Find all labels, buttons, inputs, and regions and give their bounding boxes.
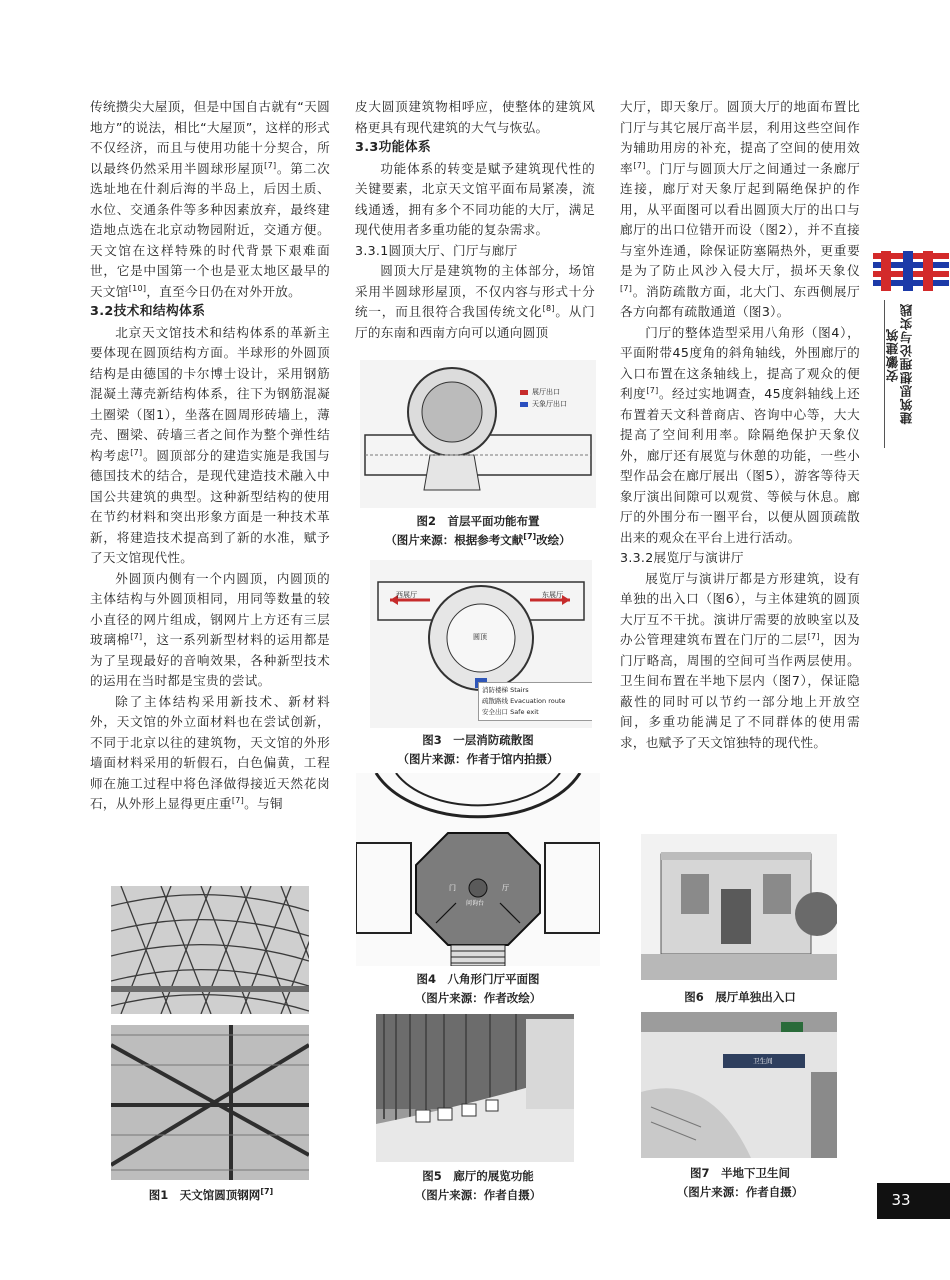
semi-basement-restroom-photo bbox=[641, 1012, 837, 1158]
text-column-left bbox=[90, 97, 330, 815]
paragraph: 功能体系的转变是赋予建筑现代性的关键要素，北京天文馆平面布局紧凑，流线通透，拥有多个不同功能的大厅，满足现代使用者多重功能的复杂需求。 bbox=[355, 160, 595, 237]
figure-2-title: 图2 首层平面功能布置 bbox=[416, 514, 540, 528]
steel-mesh-photo bbox=[111, 886, 309, 1014]
figure-3-title: 图3 一层消防疏散图 bbox=[422, 733, 534, 747]
page-number: 33 bbox=[891, 1191, 911, 1209]
figure-3-source: （图片来源：作者于馆内拍摄） bbox=[397, 752, 559, 766]
side-title-line1: 建筑思想理论与实践 bbox=[899, 303, 914, 425]
figure-3-evacuation-plan bbox=[370, 560, 592, 728]
fig4-label-left: 门 bbox=[449, 884, 456, 892]
fig4-label-right: 厅 bbox=[502, 884, 509, 892]
text-column-middle bbox=[355, 97, 595, 343]
figure-2-caption bbox=[358, 512, 598, 550]
figure-7-source: （图片来源：作者自摄） bbox=[676, 1185, 804, 1199]
corridor-exhibition-photo bbox=[376, 1014, 574, 1162]
page-number-tab bbox=[877, 1183, 950, 1219]
subsection-heading: 3.3.2展览厅与演讲厅 bbox=[620, 550, 744, 565]
figure-1-caption: 图1 天文馆圆顶钢网[7] bbox=[148, 1187, 274, 1202]
paragraph: 圆顶大厅是建筑物的主体部分，场馆采用半圆球形屋顶，不仅内容与形式十分统一，而且很符合我国传统文化[8]。从门厅的东南和西南方向可以通向圆顶 bbox=[355, 263, 596, 340]
fig3-label-hall: 圆顶 bbox=[473, 633, 487, 641]
figure-7-restroom-photo bbox=[641, 1012, 837, 1158]
floor-plan-drawing bbox=[360, 360, 596, 508]
side-rule bbox=[884, 300, 885, 448]
octagon-hall-drawing bbox=[356, 773, 600, 966]
figure-4-octagon-plan bbox=[356, 773, 600, 966]
journal-logo bbox=[873, 253, 949, 291]
figure-5-source: （图片来源：作者自摄） bbox=[414, 1188, 542, 1202]
text-column-right bbox=[620, 97, 860, 753]
figure-5-caption bbox=[358, 1167, 598, 1205]
paragraph: 除了主体结构采用新技术、新材料外，天文馆的外立面材料也在尝试创新，不同于北京以往的建筑物，天文馆的外形墙面材料采用的斩假石，白色偏黄，工程师在施工过程中将色泽做得接近天然花岗石，从外形上显得更庄重[7]。与铜 bbox=[90, 693, 330, 811]
section-side-title bbox=[885, 303, 930, 438]
paragraph: 门厅的整体造型采用八角形（图4），平面附带45度角的斜角轴线，外围廊厅的入口布置在这条轴线上，提高了观众的便利度[7]。经过实地调查，45度斜轴线上还布置着天文科普商店、咨询中心等，大大提高了空间利用率。除隔绝保护天象仪外，廊厅还有展览与休憩的功能，一些小型作品会在廊厅展出（图5），游客等待天象厅演出间隙可以观赏、等候与休息。廊厅的外围分布一圈平台，以便从圆顶疏散出来的观众在平台上进行活动。 bbox=[620, 324, 860, 545]
figure-3-caption bbox=[358, 731, 598, 769]
fig2-legend-2: 天象厅出口 bbox=[532, 400, 567, 408]
section-heading: 3.3功能体系 bbox=[355, 140, 431, 155]
fig3-label-east: 东展厅 bbox=[542, 591, 563, 599]
steel-mesh-closeup-photo bbox=[111, 1025, 309, 1180]
figure-5-title: 图5 廊厅的展览功能 bbox=[422, 1169, 534, 1183]
paragraph: 展览厅与演讲厅都是方形建筑，设有单独的出入口（图6），与主体建筑的圆顶大厅互不干扰。演讲厅需要的放映室以及办公管理建筑布置在门厅的二层[7]，因为门厅略高，周围的空间可当作两层使用。卫生间布置在半地下层内（图7），保证隐蔽性的同时可以节约一部分地上开放空间，多重功能满足了不同群体的使用需求，也赋予了天文馆独特的现代性。 bbox=[620, 570, 861, 750]
figure-6-building-photo bbox=[641, 834, 837, 980]
figure-4-source: （图片来源：作者改绘） bbox=[414, 991, 542, 1005]
figure-1-photo-bottom bbox=[111, 1025, 309, 1180]
section-heading: 3.2技术和结构体系 bbox=[90, 304, 206, 319]
subsection-heading: 3.3.1圆顶大厅、门厅与廊厅 bbox=[355, 242, 518, 258]
fig4-label-center: 问询台 bbox=[466, 900, 485, 907]
paragraph: 传统攒尖大屋顶，但是中国自古就有“天圆地方”的说法，相比“大屋顶”，这样的形式不仅经济，而且与使用功能十分契合，所以最终仍然采用半圆球形屋顶[7]。第二次选址地在什刹后海的半岛上，后因土质、水位、交通条件等多种因素放弃，最终建造地点选在北京动物园附近，交通方便。天文馆在这样特殊的时代背景下艰难面世，它是中国第一个也是亚太地区最早的天文馆[10]，直至今日仍在对外开放。 bbox=[90, 99, 330, 299]
fig3-legend bbox=[478, 682, 592, 721]
fig3-legend-3: 安全出口 Safe exit bbox=[482, 708, 539, 716]
paragraph: 外圆顶内侧有一个内圆顶，内圆顶的主体结构与外圆顶相同，用同等数量的较小直径的网片组成，钢网片上方还有三层玻璃棉[7]，这一系列新型材料的运用都是为了呈现最好的音响效果，各种新型技术的运用在当时都是宝贵的尝试。 bbox=[90, 570, 331, 688]
figure-2-floor-plan bbox=[360, 360, 596, 508]
paragraph: 大厅，即天象厅。圆顶大厅的地面布置比门厅与其它展厅高半层，利用这些空间作为辅助用房的补充，提高了空间的使用效率[7]。门厅与圆顶大厅之间通过一条廊厅连接，廊厅对天象厅起到隔绝保护的作用，从平面图可以看出圆顶大厅的出口与廊厅的出口位错开而设（图2），并不直接与室外连通，除保证防塞隔热外，更重要是为了防止风沙入侵大厅，损坏天象仪[7]。消防疏散方面，北大门、东西侧展厅各方向都有疏散通道（图3）。 bbox=[620, 99, 860, 319]
fig3-label-west: 西展厅 bbox=[396, 591, 417, 599]
figure-6-caption: 图6 展厅单独出入口 bbox=[684, 990, 796, 1004]
fig2-legend-1: 展厅出口 bbox=[532, 388, 560, 396]
figure-7-caption bbox=[620, 1164, 860, 1202]
fig3-legend-2: 疏散路线 Evacuation route bbox=[482, 697, 566, 705]
fig3-legend-1: 消防楼梯 Stairs bbox=[482, 686, 529, 694]
figure-4-title: 图4 八角形门厅平面图 bbox=[416, 972, 540, 986]
exhibition-hall-entrance-photo bbox=[641, 834, 837, 980]
figure-5-corridor-photo bbox=[376, 1014, 574, 1162]
figure-2-source: （图片来源：根据参考文献[7]改绘） bbox=[385, 532, 571, 547]
side-title-line2: 安徽建筑 bbox=[885, 328, 900, 382]
figure-4-caption bbox=[358, 970, 598, 1008]
fig7-sign: 卫生间 bbox=[753, 1057, 773, 1065]
paragraph: 北京天文馆技术和结构体系的革新主要体现在圆顶结构方面。半球形的外圆顶结构是由德国的卡尔博士设计，采用钢筋混凝土薄壳新结构体系，往下为钢筋混凝土圈梁（图1），坐落在圆周形砖墙上，薄壳、圈梁、砖墙三者之间作为整个弹性结构考虑[7]。圆顶部分的建造实施是我国与德国技术的结合，是现代建造技术融入中国公共建筑的典型。这种新型结构的使用在节约材料和突出形象方面是一种技术革新，将建造技术提高到了新的水准，赋予了天文馆现代性。 bbox=[90, 324, 331, 565]
figure-7-title: 图7 半地下卫生间 bbox=[689, 1166, 790, 1180]
figure-1-photo-top bbox=[111, 886, 309, 1014]
paragraph: 皮大圆顶建筑物相呼应，使整体的建筑风格更具有现代建筑的大气与恢弘。 bbox=[355, 99, 595, 135]
